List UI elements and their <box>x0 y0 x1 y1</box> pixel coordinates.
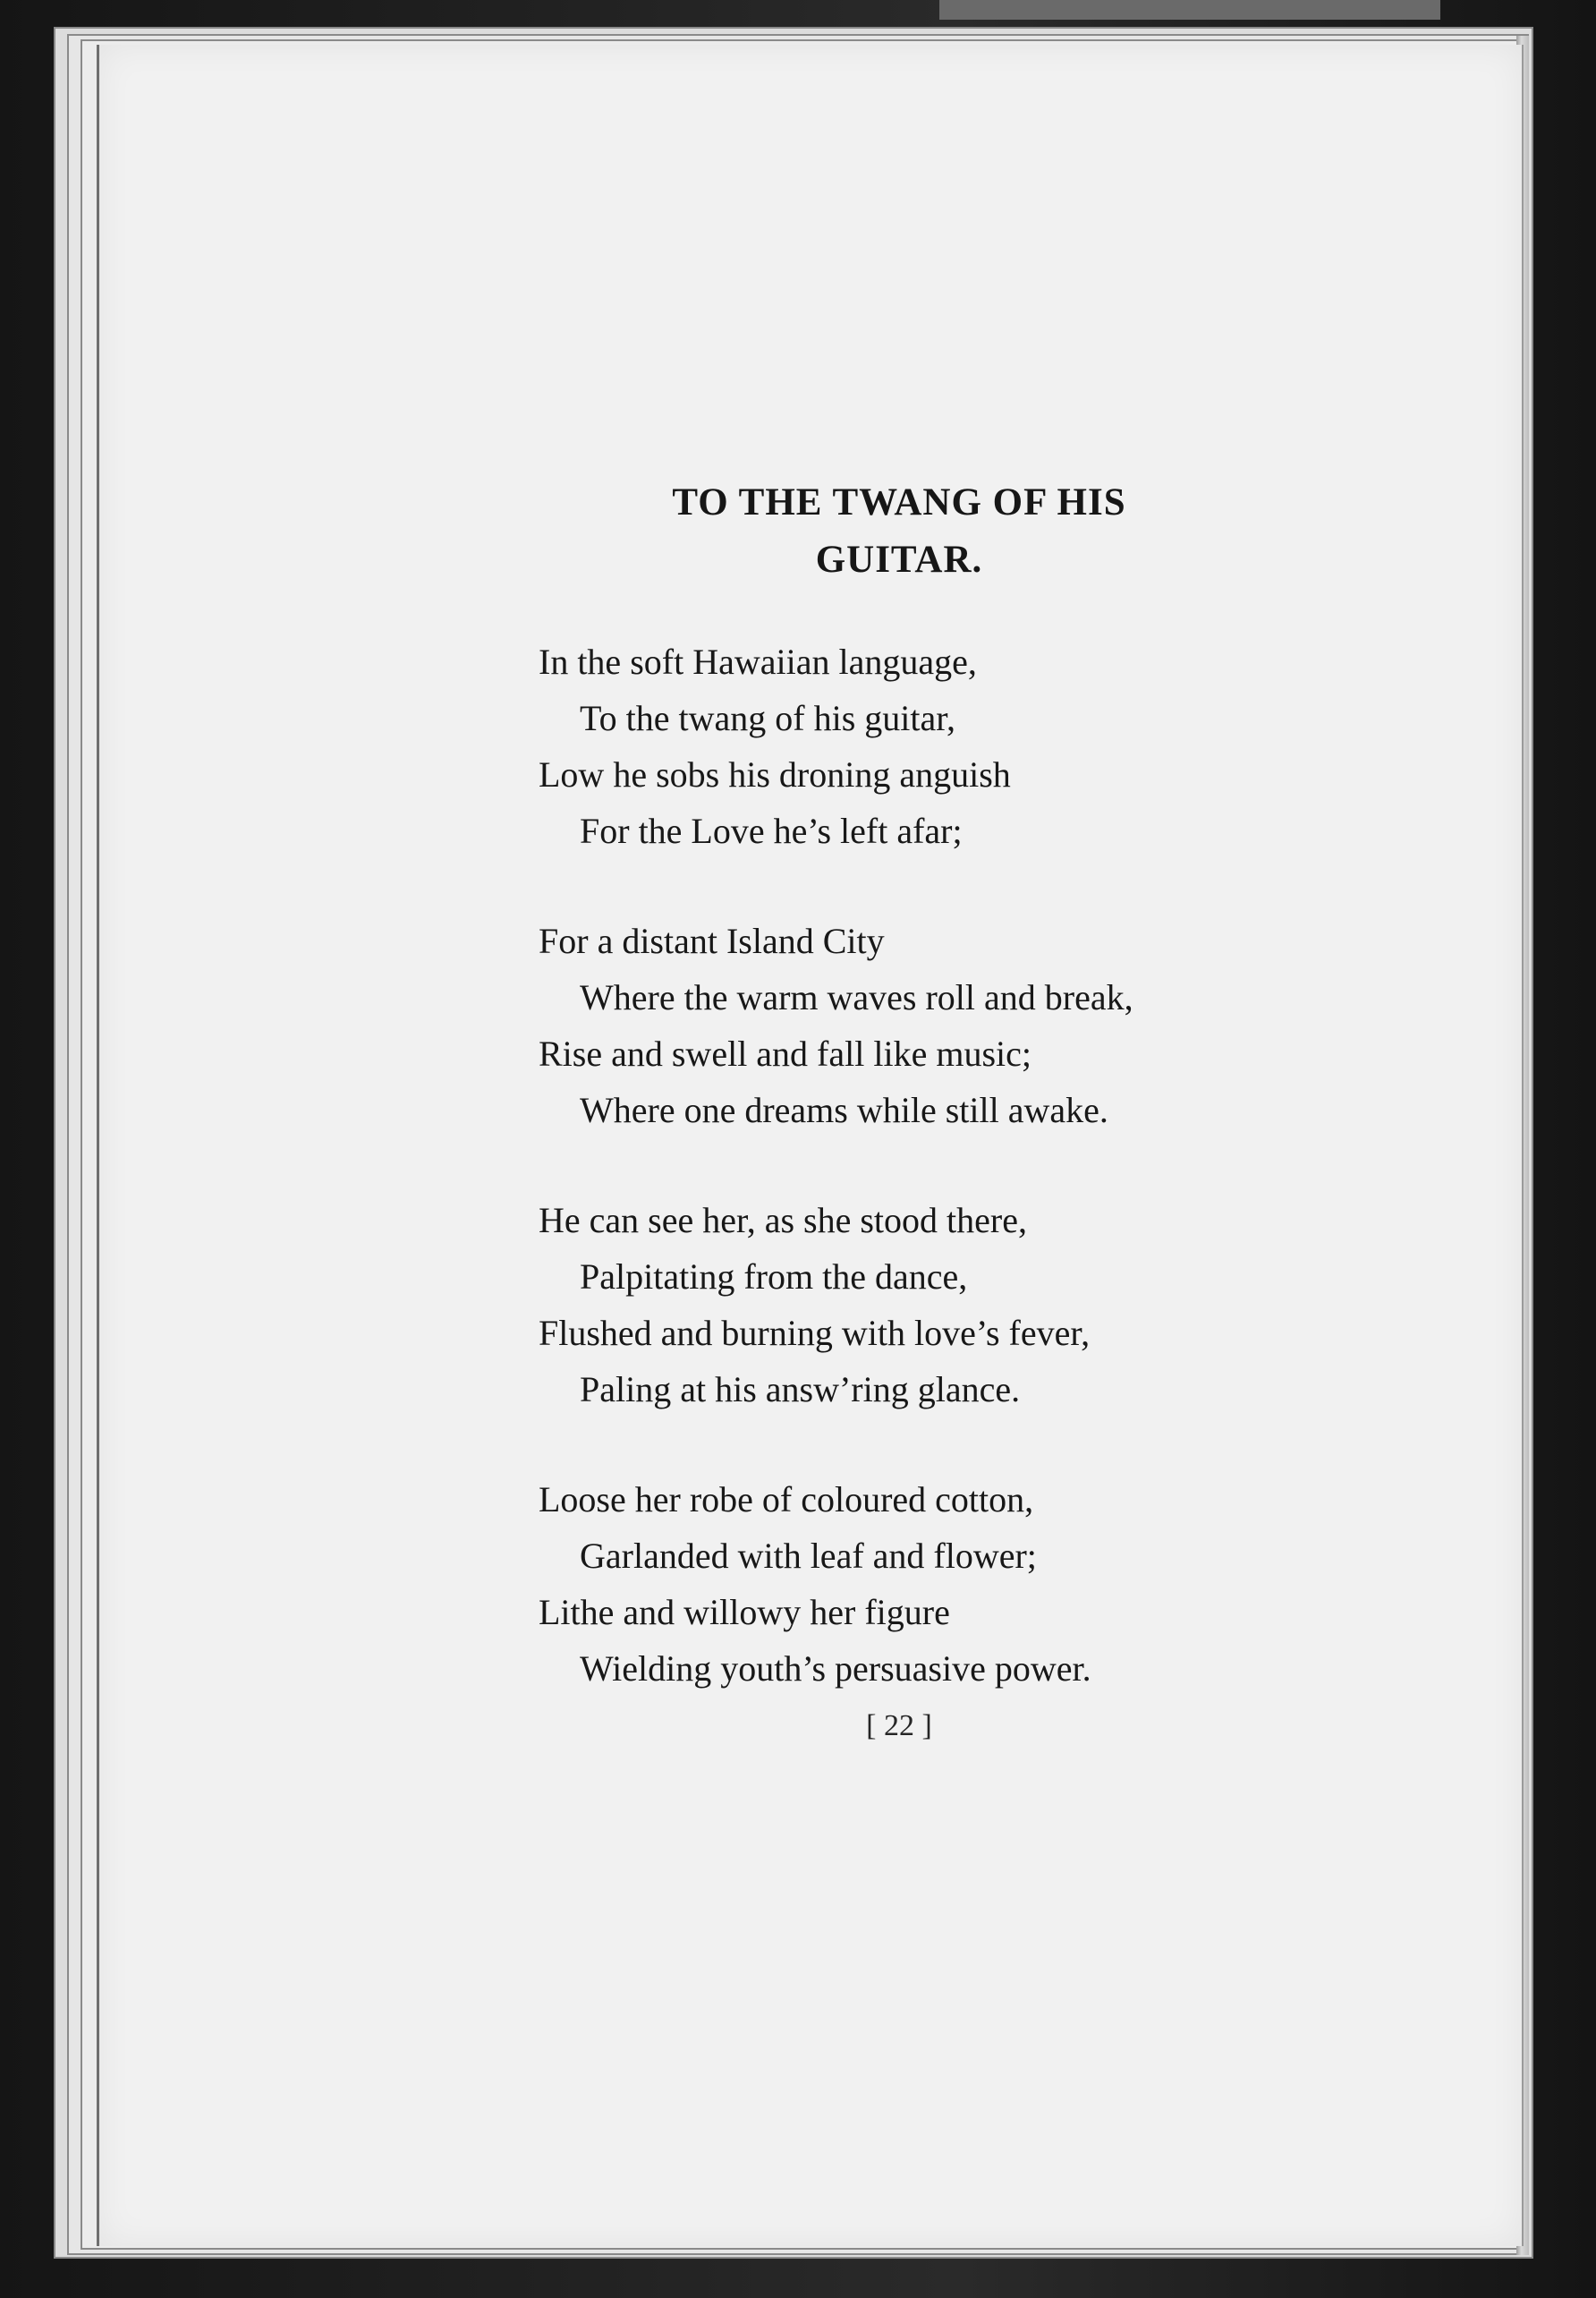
poem-line: For a distant Island City <box>539 921 885 961</box>
poem-body <box>539 634 1344 1750</box>
stanza <box>539 1192 1344 1417</box>
poem-line: For the Love he’s left afar; <box>580 811 963 851</box>
poem-line: Wielding youth’s persuasive power. <box>580 1648 1091 1689</box>
poem-line: Where the warm waves roll and break, <box>580 977 1133 1017</box>
poem-line: Rise and swell and fall like music; <box>539 1034 1031 1074</box>
poem-line: Where one dreams while still awake. <box>580 1090 1108 1130</box>
poem-title-line: TO THE TWANG OF HIS <box>672 481 1126 523</box>
poem-line: Flushed and burning with love’s fever, <box>539 1313 1091 1353</box>
poem-line: Loose her robe of coloured cotton, <box>539 1479 1034 1519</box>
poem-title <box>537 474 1261 589</box>
cover-edge-strip <box>939 0 1440 20</box>
page-number: [ 22 ] <box>866 1709 932 1742</box>
poem-line: He can see her, as she stood there, <box>539 1200 1027 1240</box>
poem-line: Low he sobs his droning anguish <box>539 754 1011 795</box>
poem-line: Palpitating from the dance, <box>580 1256 968 1297</box>
poem-line: Lithe and willowy her figure <box>539 1592 950 1632</box>
poem-title-line: GUITAR. <box>815 539 983 581</box>
stanza <box>539 634 1344 859</box>
poem-line: To the twang of his guitar, <box>580 698 955 738</box>
stanza <box>539 1471 1344 1697</box>
stanza <box>539 913 1344 1138</box>
poem-line: Garlanded with leaf and flower; <box>580 1536 1037 1576</box>
poem-line: In the soft Hawaiian language, <box>539 642 977 682</box>
poem-line: Paling at his answ’ring glance. <box>580 1369 1021 1409</box>
